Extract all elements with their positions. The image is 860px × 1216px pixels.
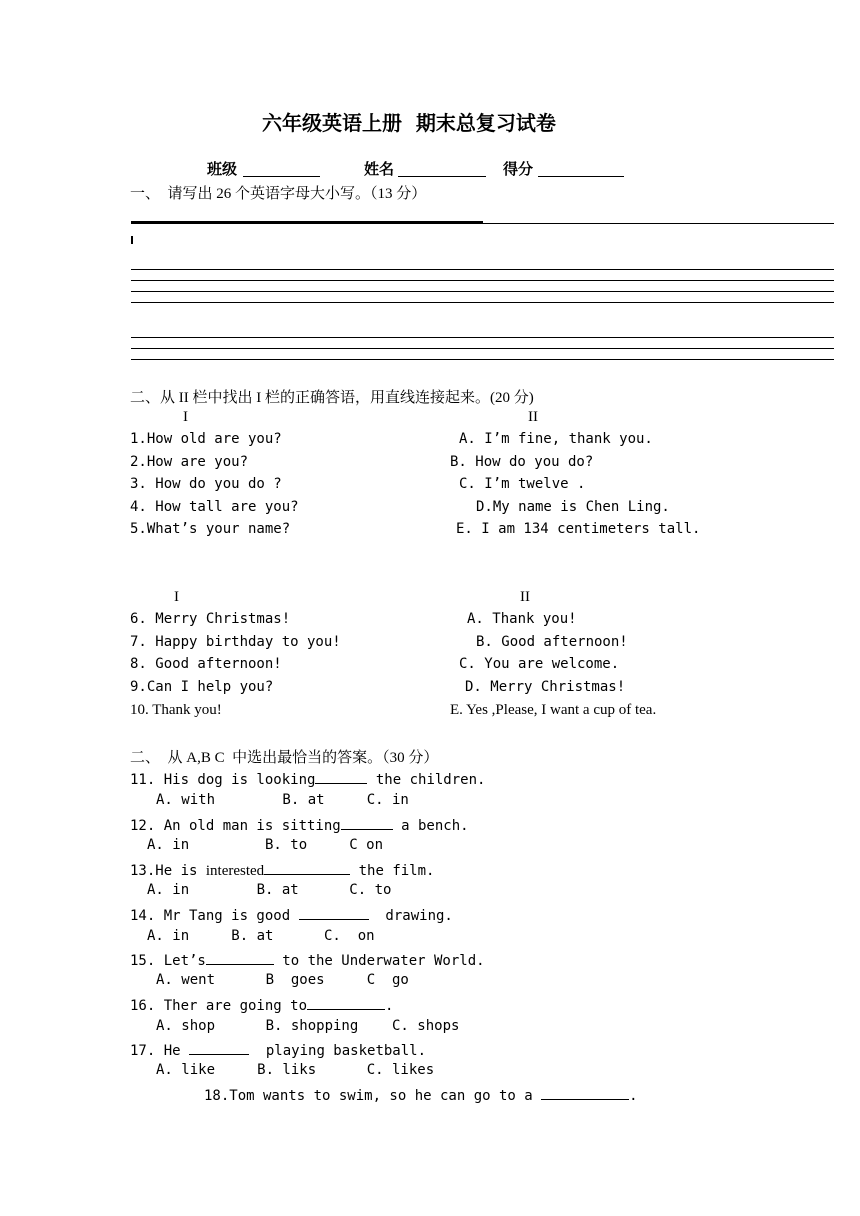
question-13-options: A. in B. at C. to bbox=[147, 882, 392, 898]
class-blank[interactable] bbox=[243, 176, 320, 177]
match-right-item: E. I am 134 centimeters tall. bbox=[456, 521, 701, 537]
group1-col2-header: II bbox=[528, 409, 538, 425]
question-17-options: A. like B. liks C. likes bbox=[156, 1062, 435, 1078]
question-15-options: A. went B goes C go bbox=[156, 972, 409, 988]
match-right-item: D. Merry Christmas! bbox=[465, 679, 626, 695]
writing-line bbox=[131, 348, 834, 349]
question-18: 18.Tom wants to swim, so he can go to a . bbox=[204, 1085, 638, 1104]
question-14: 14. Mr Tang is good drawing. bbox=[130, 905, 453, 924]
group2-col1-header: I bbox=[174, 589, 179, 605]
writing-line bbox=[131, 291, 834, 292]
name-blank[interactable] bbox=[398, 176, 486, 177]
name-label: 姓名 bbox=[364, 160, 395, 178]
answer-blank[interactable] bbox=[189, 1040, 249, 1055]
match-right-item: C. You are welcome. bbox=[459, 656, 620, 672]
question-13: 13.He is interested the film. bbox=[130, 860, 434, 880]
answer-blank[interactable] bbox=[299, 905, 369, 920]
page-title: 六年级英语上册 期末总复习试卷 bbox=[262, 111, 556, 135]
question-17: 17. He playing basketball. bbox=[130, 1040, 426, 1059]
match-left-item: 2.How are you? bbox=[130, 454, 249, 470]
section1-heading: 一、 请写出 26 个英语字母大小写。（13 分） bbox=[130, 186, 427, 202]
score-blank[interactable] bbox=[538, 176, 624, 177]
answer-blank[interactable] bbox=[541, 1085, 629, 1100]
answer-blank[interactable] bbox=[315, 769, 367, 784]
writing-line bbox=[483, 223, 834, 224]
question-12: 12. An old man is sitting a bench. bbox=[130, 815, 469, 834]
match-left-item: 7. Happy birthday to you! bbox=[130, 634, 341, 650]
writing-line bbox=[131, 302, 834, 303]
writing-line bbox=[131, 269, 834, 270]
section2-heading: 二、从 II 栏中找出 I 栏的正确答语，用直线连接起来。(20 分) bbox=[130, 390, 534, 406]
question-15: 15. Let’s to the Underwater World. bbox=[130, 950, 485, 969]
score-label: 得分 bbox=[503, 160, 534, 178]
match-right-item: A. I’m fine, thank you. bbox=[459, 431, 653, 447]
question-16-options: A. shop B. shopping C. shops bbox=[156, 1018, 460, 1034]
question-11-options: A. with B. at C. in bbox=[156, 792, 409, 808]
writing-line bbox=[131, 359, 834, 360]
question-14-options: A. in B. at C. on bbox=[147, 928, 375, 944]
match-right-item: D.My name is Chen Ling. bbox=[476, 499, 670, 515]
writing-margin-mark bbox=[131, 236, 133, 244]
match-left-item: 1.How old are you? bbox=[130, 431, 282, 447]
match-left-item: 4. How tall are you? bbox=[130, 499, 299, 515]
group1-col1-header: I bbox=[183, 409, 188, 425]
match-left-item: 6. Merry Christmas! bbox=[130, 611, 291, 627]
match-right-item: C. I’m twelve . bbox=[459, 476, 586, 492]
class-label: 班级 bbox=[207, 160, 238, 178]
question-16: 16. Ther are going to . bbox=[130, 995, 393, 1014]
section3-heading: 二、 从 A,B C 中选出最恰当的答案。（30 分） bbox=[130, 750, 439, 766]
match-left-item: 9.Can I help you? bbox=[130, 679, 274, 695]
answer-blank[interactable] bbox=[307, 995, 385, 1010]
match-right-item: B. How do you do? bbox=[450, 454, 594, 470]
question-12-options: A. in B. to C on bbox=[147, 837, 384, 853]
match-left-item: 8. Good afternoon! bbox=[130, 656, 282, 672]
question-11: 11. His dog is looking the children. bbox=[130, 769, 485, 788]
match-left-item: 5.What’s your name? bbox=[130, 521, 291, 537]
match-left-item: 10. Thank you! bbox=[130, 702, 222, 718]
answer-blank[interactable] bbox=[341, 815, 393, 830]
match-right-item: E. Yes ,Please, I want a cup of tea. bbox=[450, 702, 657, 718]
writing-line bbox=[131, 280, 834, 281]
writing-line bbox=[131, 337, 834, 338]
match-right-item: A. Thank you! bbox=[467, 611, 577, 627]
match-left-item: 3. How do you do ? bbox=[130, 476, 282, 492]
match-right-item: B. Good afternoon! bbox=[476, 634, 628, 650]
writing-line-heavy bbox=[131, 221, 483, 224]
answer-blank[interactable] bbox=[206, 950, 274, 965]
answer-blank[interactable] bbox=[264, 860, 350, 875]
group2-col2-header: II bbox=[520, 589, 530, 605]
